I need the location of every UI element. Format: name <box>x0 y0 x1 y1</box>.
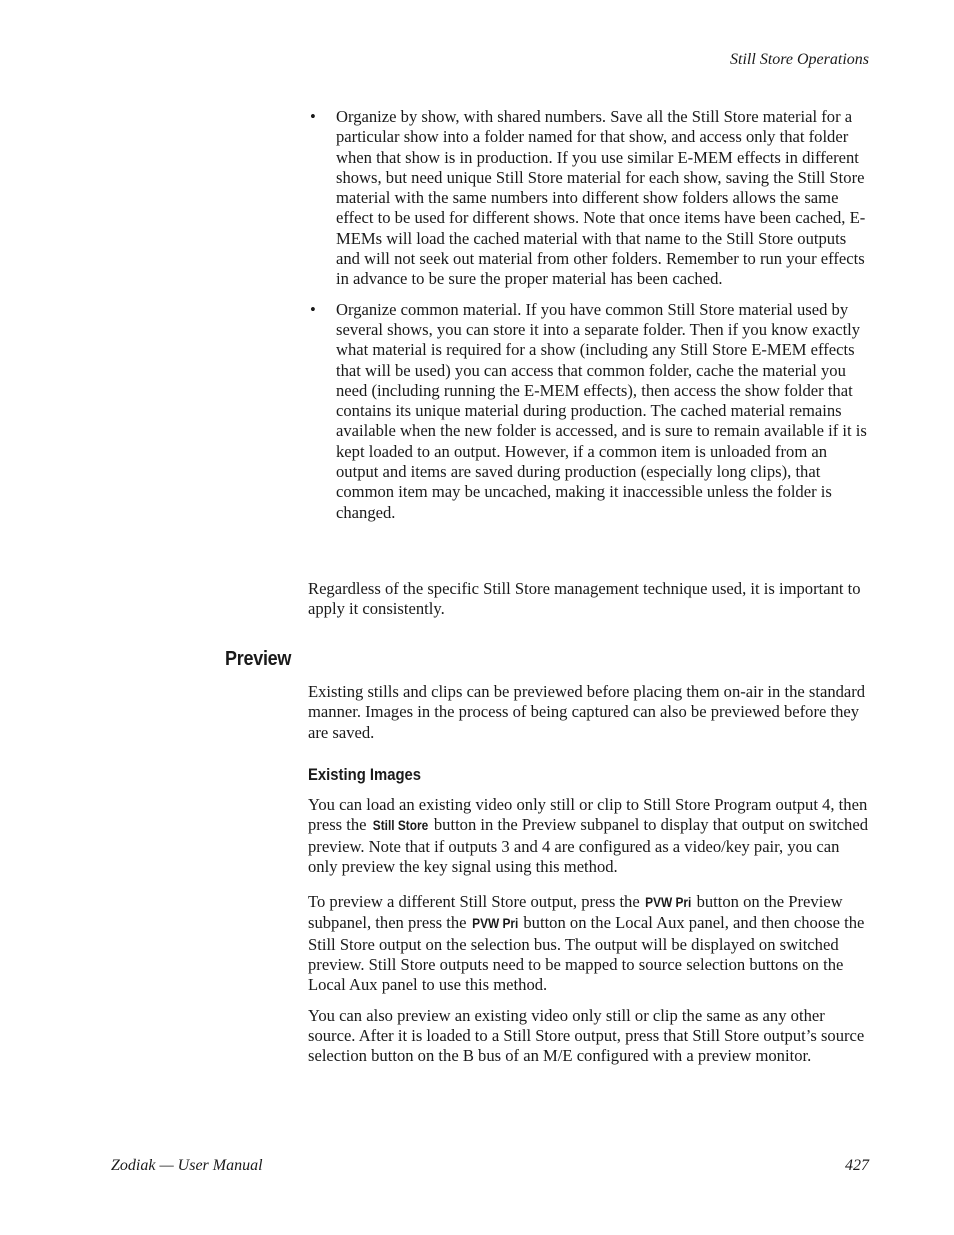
footer-page-number: 427 <box>845 1157 869 1174</box>
bullet-text: Organize common material. If you have common Still Store material used by several shows, you can store it into a separate folder. Then if you know exactly what material is required for a show (including any Still Store E-MEM effects that will be used) you can access that common folder, cache the material you need (including running the E-MEM effects), then access the show folder that contains its unique material during production. The cached material remains available when the new folder is accessed, and is sure to remain available if it is kept loaded to an output. However, if a common item is unloaded from an output and items are saved during production (especially long clips), that common item may be uncached, making it inaccessible unless the folder is changed. <box>336 299 867 522</box>
paragraph-text: button in the Preview subpanel to display that output on switched preview. Note that if outputs 3 and 4 are configured as a video/key pair, you can only preview the key signal using this method. <box>308 815 869 876</box>
list-item <box>308 107 870 290</box>
running-header: Still Store Operations <box>730 51 869 68</box>
bullet-marker: • <box>310 107 316 126</box>
paragraph-text: button on the Local Aux panel, and then choose the Still Store output on the selection bus. The output will be displayed on switched preview. Still Store outputs need to be mapped to source selection buttons on the Local Aux panel to use this method. <box>308 913 865 995</box>
pvw-pri-button-label: PVW Pri <box>471 916 519 932</box>
subsection-heading-existing-images: Existing Images <box>308 766 422 784</box>
bullet-marker: • <box>310 299 316 319</box>
still-store-button-label: Still Store <box>372 818 428 834</box>
existing-images-paragraph-1 <box>308 795 870 877</box>
preview-intro-paragraph: Existing stills and clips can be previewed before placing them on-air in the standard manner. Images in the process of being captured can also be previewed before they are saved. <box>308 682 866 742</box>
paragraph-text: button on the Preview subpanel, then press the <box>308 892 843 933</box>
bullet-list <box>308 107 870 533</box>
list-item <box>308 300 870 523</box>
paragraph-text: To preview a different Still Store output, press the <box>308 892 640 912</box>
footer-manual-title: Zodiak — User Manual <box>111 1157 263 1174</box>
existing-images-paragraph-3: You can also preview an existing video only still or clip the same as any other source. After it is loaded to a Still Store output, press that Still Store output’s source selection button on the B bus of an M/E configured with a preview monitor. <box>308 1005 865 1066</box>
pvw-pri-button-label: PVW Pri <box>645 895 692 911</box>
section-heading-preview: Preview <box>225 648 292 670</box>
existing-images-body <box>308 795 870 1082</box>
paragraph-text: You can load an existing video only still or clip to Still Store Program output 4, then press the <box>308 795 868 835</box>
management-summary-paragraph: Regardless of the specific Still Store management technique used, it is important to apply it consistently. <box>308 579 861 619</box>
bullet-text: Organize by show, with shared numbers. Save all the Still Store material for a particular show into a folder named for that show, and access only that folder when that show is in production. If you use similar E-MEM effects in different shows, but need unique Still Store material for each show, saving the Still Store material with the same numbers into different show folders allows the same effect to be used for different shows. Note that once items have been cached, E-MEMs will load the cached material with that name to the Still Store outputs and will not seek out material from other folders. Remember to run your effects in advance to be sure the proper material has been cached. <box>336 107 866 289</box>
existing-images-paragraph-2 <box>308 892 870 995</box>
